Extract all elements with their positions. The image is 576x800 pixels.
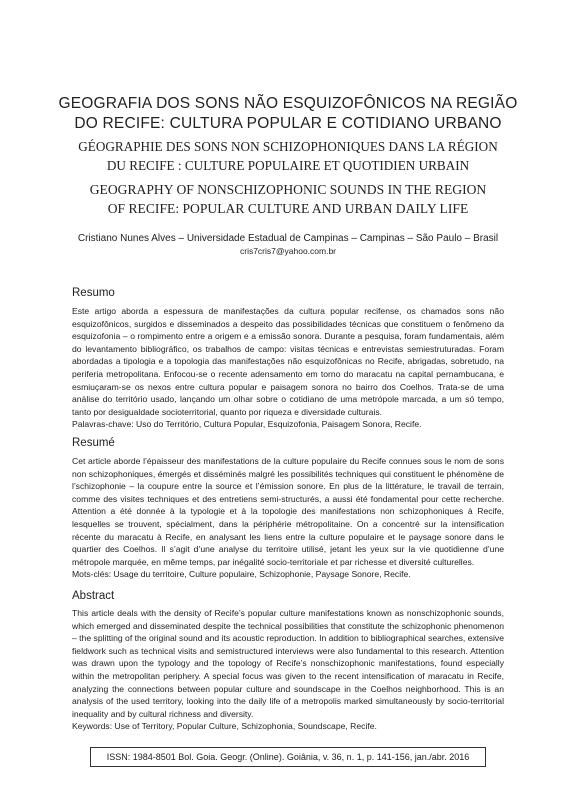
author-email: cris7cris7@yahoo.com.br [239,246,337,256]
section-heading-abstract: Abstract [72,590,115,602]
section-heading-resumo: Resumo [72,287,115,299]
abstract-text-pt: Este artigo aborda a espessura de manifestações da cultura popular recifense, os chamados sons não esquizofônicos, surgidos e disseminados a despeito das possibilidades técnicas que constituem o fenômeno da esquizofonia – o rompimento entre a origem e a emissão sonora. Durante a pesquisa, foram fundamentais, além do levantamento bibliográfico, os trabalhos de campo: visitas técnicas e entrevistas semiestruturadas. Foram abordadas a tipologia e a topologia das manifestações não esquizofônicas no Recife, abrigadas, sobretudo, na periferia metropolitana. Enfocou-se o recente adensamento em torno do maracatu na capital pernambucana, e esmiuçaram-se os nexos entre cultura popular e paisagem sonora no bairro dos Coelhos. Trata-se de uma análise do território usado, lançando um olhar sobre o cotidiano de uma metrópole marcada, a um só tempo, tanto por desigualdade socioterritorial, quanto por riqueza e diversidade culturais. [72,306,504,417]
title-pt-line-1: GEOGRAFIA DOS SONS NÃO ESQUIZOFÔNICOS NA REGIÃO [58,95,518,112]
section-body-resume [72,455,504,581]
title-fr-line-1: GÉOGRAPHIE DES SONS NON SCHIZOPHONIQUES DANS LA RÉGION [78,139,498,154]
keywords-fr: Mots-clés: Usage du territoire, Culture populaire, Schizophonie, Paysage Sonore, Recife. [72,569,411,580]
title-en-line-1: GEOGRAPHY OF NONSCHIZOPHONIC SOUNDS IN THE REGION [89,182,487,197]
title-french [40,137,536,175]
section-body-abstract [72,607,504,733]
abstract-text-en: This article deals with the density of Recife’s popular culture manifestations known as nonschizophonic sounds, which emerged and disseminated despite the technical possibilities that constitute the schizophonic phenomenon – the splitting of the original sound and its acoustic reproduction. In addition to bibliographical searches, extensive fieldwork such as technical visits and semistructured interviews were also fundamental to this research. Attention was drawn upon the typology and the topology of Recife’s nonschizophonic manifestations, found especially within the metropolitan periphery. A special focus was given to the recent intensification of maracatu in Recife, analyzing the connections between popular culture and soundscape in the Coelhos neighborhood. This is an analysis of the used territory, looking into the daily life of a metropolis marked simultaneously by socio-territorial inequality and by cultural richness and diversity. [72,608,504,719]
title-portuguese [40,94,536,134]
title-fr-line-2: DU RECIFE : CULTURE POPULAIRE ET QUOTIDIEN URBAIN [106,158,470,173]
keywords-en: Keywords: Use of Territory, Popular Culture, Schizophonia, Soundscape, Recife. [72,721,377,732]
abstract-text-fr: Cet article aborde l’épaisseur des manifestations de la culture populaire du Recife connues sous le nom de sons non schizophoniques, émergés et disséminés malgré les possibilités techniques qui constituent le phénomène de l’schizophonie – la coupure entre la source et l’émission sonore. En plus de la littérature, le travail de terrain, comme des visites techniques et des entretiens semi-structurés, a aussi été fondamental pour cette recherche. Attention a été donnée à la typologie et à la topologie des manifestations non schizophoniques à Recife, lesquelles se trouvent, spécialment, dans la périphérie métropolitaine. On a concentré sur la intensification récente du maracatu à Recife, en analysant les liens entre la culture populaire et le paysage sonore dans le quartier des Coelhos. Il s’agit d’une analyse du territoire utilisé, jetant les yeux sur la vie quotidienne d’une métropole marquée, en même temps, par inégalité socio-territoriale et par richesse et diversité culturelles. [72,456,504,567]
section-body-resumo [72,305,504,431]
title-english [40,180,536,218]
author-affiliation: Cristiano Nunes Alves – Universidade Estadual de Campinas – Campinas – São Paulo – Brasil [77,233,499,244]
journal-footer: ISSN: 1984-8501 Bol. Goia. Geogr. (Online). Goiânia, v. 36, n. 1, p. 141-156, jan./abr. 2016 [90,747,486,767]
title-en-line-2: OF RECIFE: POPULAR CULTURE AND URBAN DAILY LIFE [107,201,469,216]
section-heading-resume: Resumé [72,437,115,449]
keywords-pt: Palavras-chave: Uso do Território, Cultura Popular, Esquizofonia, Paisagem Sonora, Recife. [72,419,422,430]
title-pt-line-2: DO RECIFE: CULTURA POPULAR E COTIDIANO URBANO [74,115,502,132]
